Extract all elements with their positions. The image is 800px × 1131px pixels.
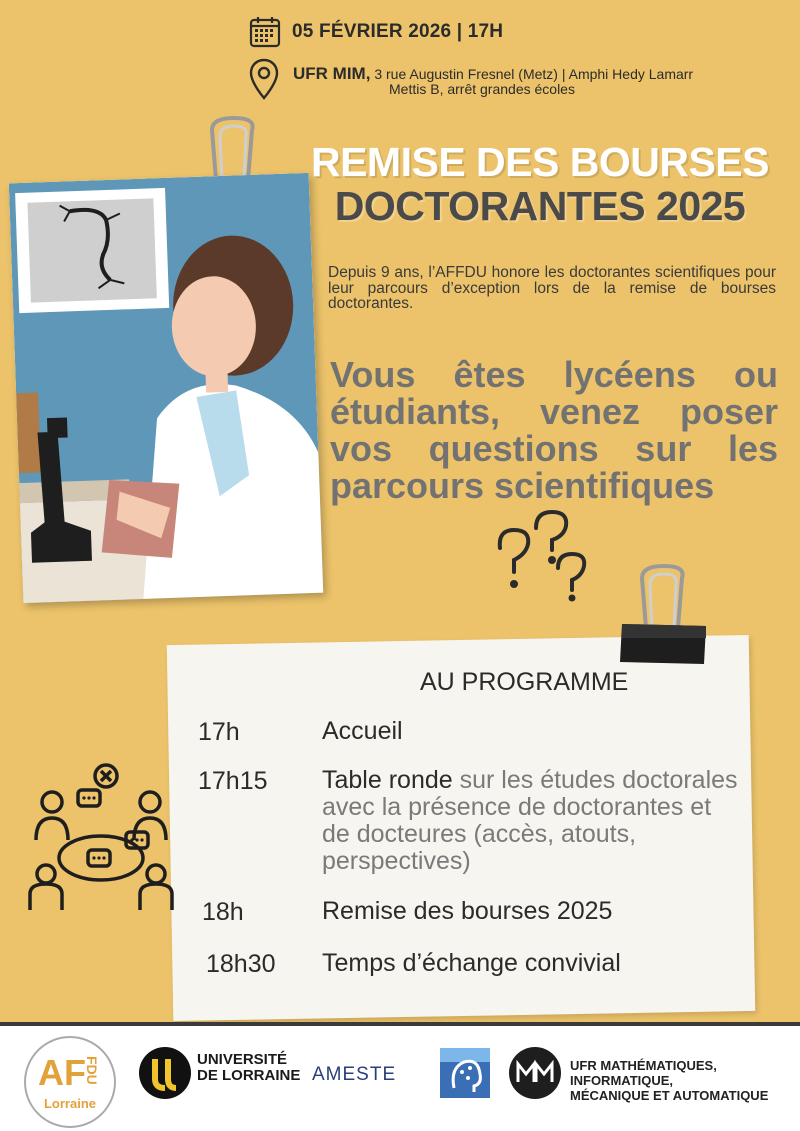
universite-de-lorraine-logo-icon [138,1046,192,1100]
program-label: Temps d’échange convivial [322,949,621,977]
scientist-illustration-art [9,173,323,603]
event-date-row [248,14,503,50]
event-location [293,66,773,97]
round-table-discussion-icon [26,762,176,912]
binder-clip-icon [616,558,712,668]
program-time: 17h [198,718,240,746]
afdu-logo-fdu: FDU [84,1056,100,1085]
program-time: 18h30 [206,950,276,978]
afdu-lorraine-logo [24,1036,116,1128]
call-to-action: Vous êtes lycéens ou étudiants, venez poser vos questions sur les parcours scientifiques [330,354,778,506]
program-label: Remise des bourses 2025 [322,897,613,925]
ufr-mim-line-1: UFR MATHÉMATIQUES, INFORMATIQUE, [570,1058,717,1088]
afdu-logo-lorraine: Lorraine [43,1096,96,1111]
calendar-icon [248,15,282,49]
universite-de-lorraine-name [197,1052,300,1084]
event-title [290,140,790,228]
intro-paragraph: Depuis 9 ans, l’AFFDU honore les doctorantes scientifiques pour leur parcours d’exception lors de la remise de bourses doctorantes. [328,264,776,312]
program-label [322,767,742,875]
afdu-logo-af: AF [38,1052,86,1093]
location-pin-icon [248,58,280,100]
title-line-2: DOCTORANTES 2025 [334,183,746,229]
program-label-main: Table ronde [322,766,453,794]
program-time: 17h15 [198,767,268,795]
ufr-mim-name [570,1058,800,1103]
mm-ufr-logo-icon [508,1046,562,1100]
ul-line-2: DE LORRAINE [197,1067,301,1084]
question-marks-icon [484,506,594,602]
location-transit: Mettis B, arrêt grandes écoles [389,81,575,97]
ul-line-1: UNIVERSITÉ [197,1051,288,1068]
brain-network-logo-icon [440,1048,490,1098]
location-venue: UFR MIM, [293,64,371,83]
location-address: 3 rue Augustin Fresnel (Metz) | Amphi Hedy Lamarr [374,66,694,82]
program-title: AU PROGRAMME [420,668,629,696]
program-label: Accueil [322,717,403,745]
event-date: 05 FÉVRIER 2026 | 17H [292,21,504,42]
program-time: 18h [202,898,244,926]
program-label-detail: sur les études doctorales avec la présence de doctorantes et de docteures (accès, atouts, perspectives) [322,766,738,875]
ufr-mim-line-2: MÉCANIQUE ET AUTOMATIQUE [570,1088,769,1103]
ameste-logo: AMESTE [312,1064,397,1085]
title-line-1: REMISE DES BOURSES [310,139,770,185]
scientist-illustration [9,173,323,603]
